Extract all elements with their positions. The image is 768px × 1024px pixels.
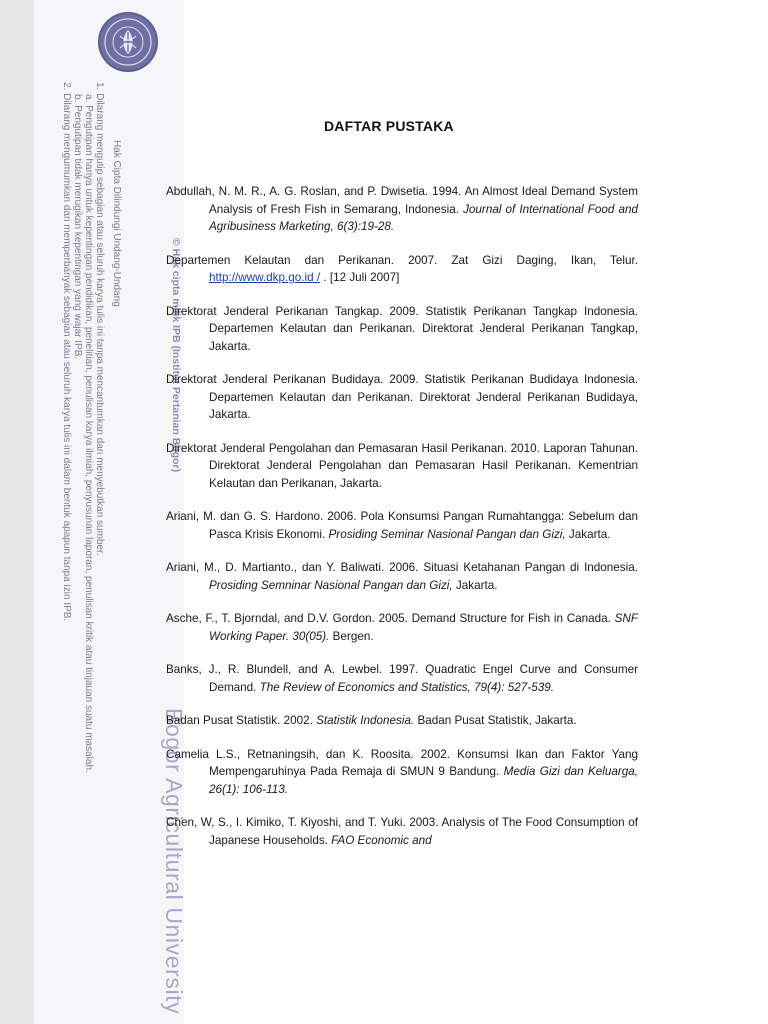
reference-entry <box>166 508 638 543</box>
reference-entry <box>166 661 638 696</box>
reference-journal: The Review of Economics and Statistics, 79(4): 527-539. <box>259 680 554 694</box>
reference-suffix: . [12 Juli 2007] <box>320 271 400 284</box>
reference-entry <box>166 712 638 730</box>
reference-entry <box>166 559 638 594</box>
ipb-copyright-notice: © Hak cipta milik IPB (Institut Pertanian Bogor) <box>170 238 182 473</box>
reference-text: Banks, J., R. Blundell, and A. Lewbel. 1997. Quadratic Engel Curve and Consumer Demand. <box>166 663 638 694</box>
reference-entry <box>166 183 638 236</box>
reference-text: Direktorat Jenderal Perikanan Budidaya. 2009. Statistik Perikanan Budidaya Indonesia. Departemen Kelautan dan Perikanan. Direktorat Jenderal Perikanan Budidaya, Jakarta. <box>166 373 638 421</box>
reference-entry <box>166 440 638 493</box>
copyright-rule-2: 2. Dilarang mengumumkan dan memperbanyak sebagian atau seluruh karya tulis ini dalam bentuk apapun tanpa izin IPB. <box>61 82 72 622</box>
reference-entry <box>166 610 638 645</box>
reference-entry <box>166 746 638 799</box>
copyright-rule-1a: a. Pengutipan hanya untuk kepentingan pendidikan, penelitian, penulisan karya ilmiah, penyusunan laporan, penulisan kritik atau tinjauan suatu masalah. <box>83 94 94 773</box>
left-scan-border <box>0 0 34 1024</box>
reference-entry <box>166 252 638 287</box>
reference-journal: Prosiding Semninar Nasional Pangan dan Gizi, <box>209 578 453 592</box>
reference-journal: Statistik Indonesia. <box>316 714 415 727</box>
reference-text: Camelia L.S., Retnaningsih, dan K. Roosita. 2002. Konsumsi Ikan dan Faktor Yang Mempengaruhinya Pada Remaja di SMUN 9 Bandung. <box>166 747 638 778</box>
reference-journal: SNF Working Paper. 30(05). <box>209 612 638 643</box>
reference-entry <box>166 303 638 356</box>
reference-text: Asche, F., T. Bjorndal, and D.V. Gordon. 2005. Demand Structure for Fish in Canada. <box>166 612 615 625</box>
reference-suffix: Badan Pusat Statistik, Jakarta. <box>414 714 577 727</box>
ipb-seal-icon <box>98 12 158 72</box>
university-watermark: Bogor Agricultural University <box>161 708 187 1015</box>
reference-link[interactable]: http://www.dkp.go.id / <box>209 271 321 284</box>
reference-text: Departemen Kelautan dan Perikanan. 2007. Zat Gizi Daging, Ikan, Telur. <box>166 253 638 267</box>
reference-text: Direktorat Jenderal Pengolahan dan Pemasaran Hasil Perikanan. 2010. Laporan Tahunan. Direktorat Jenderal Pengolahan dan Pemasaran Hasil Perikanan. Kementrian Kelautan dan Perikanan, Jakarta. <box>166 441 638 490</box>
reference-text: Ariani, M. dan G. S. Hardono. 2006. Pola Konsumsi Pangan Rumahtangga: Sebelum dan Pasca Krisis Ekonomi. <box>166 510 638 541</box>
reference-journal: FAO Economic and <box>331 833 432 847</box>
reference-text: Abdullah, N. M. R., A. G. Roslan, and P. Dwisetia. 1994. An Almost Ideal Demand System Analysis of Fresh Fish in Semarang, Indonesia. <box>166 185 638 216</box>
reference-suffix: Jakarta. <box>452 578 498 592</box>
reference-list <box>166 183 638 865</box>
reference-suffix: Jakarta. <box>565 527 611 541</box>
page-title: DAFTAR PUSTAKA <box>324 118 454 134</box>
reference-suffix: Bergen. <box>329 629 374 643</box>
reference-journal: Journal of International Food and Agribusiness Marketing, 6(3):19-28. <box>209 202 638 233</box>
copyright-rule-1: 1. Dilarang mengutip sebagian atau seluruh karya tulis ini tanpa mencantumkan dan menyebutkan sumber. <box>94 82 105 556</box>
reference-text: Badan Pusat Statistik. 2002. <box>166 714 317 727</box>
reference-entry <box>166 371 638 424</box>
copyright-notice-title: Hak Cipta Dilindungi Undang-Undang <box>111 140 122 307</box>
copyright-rule-1b: b. Pengutipan tidak merugikan kepentingan yang wajar IPB. <box>72 94 83 360</box>
reference-journal: Prosiding Seminar Nasional Pangan dan Gizi, <box>328 527 566 541</box>
reference-text: Chen, W, S., I. Kimiko, T. Kiyoshi, and T. Yuki. 2003. Analysis of The Food Consumption of Japanese Households. <box>166 816 638 847</box>
ipb-seal-graphic <box>100 14 156 70</box>
reference-text: Ariani, M., D. Martianto., dan Y. Baliwati. 2006. Situasi Ketahanan Pangan di Indonesia. <box>166 561 638 574</box>
reference-entry <box>166 814 638 849</box>
reference-text: Direktorat Jenderal Perikanan Tangkap. 2009. Statistik Perikanan Tangkap Indonesia. Departemen Kelautan dan Perikanan. Direktorat Jenderal Perikanan Tangkap, Jakarta. <box>166 304 638 353</box>
reference-journal: Media Gizi dan Keluarga, 26(1): 106-113. <box>209 765 639 796</box>
